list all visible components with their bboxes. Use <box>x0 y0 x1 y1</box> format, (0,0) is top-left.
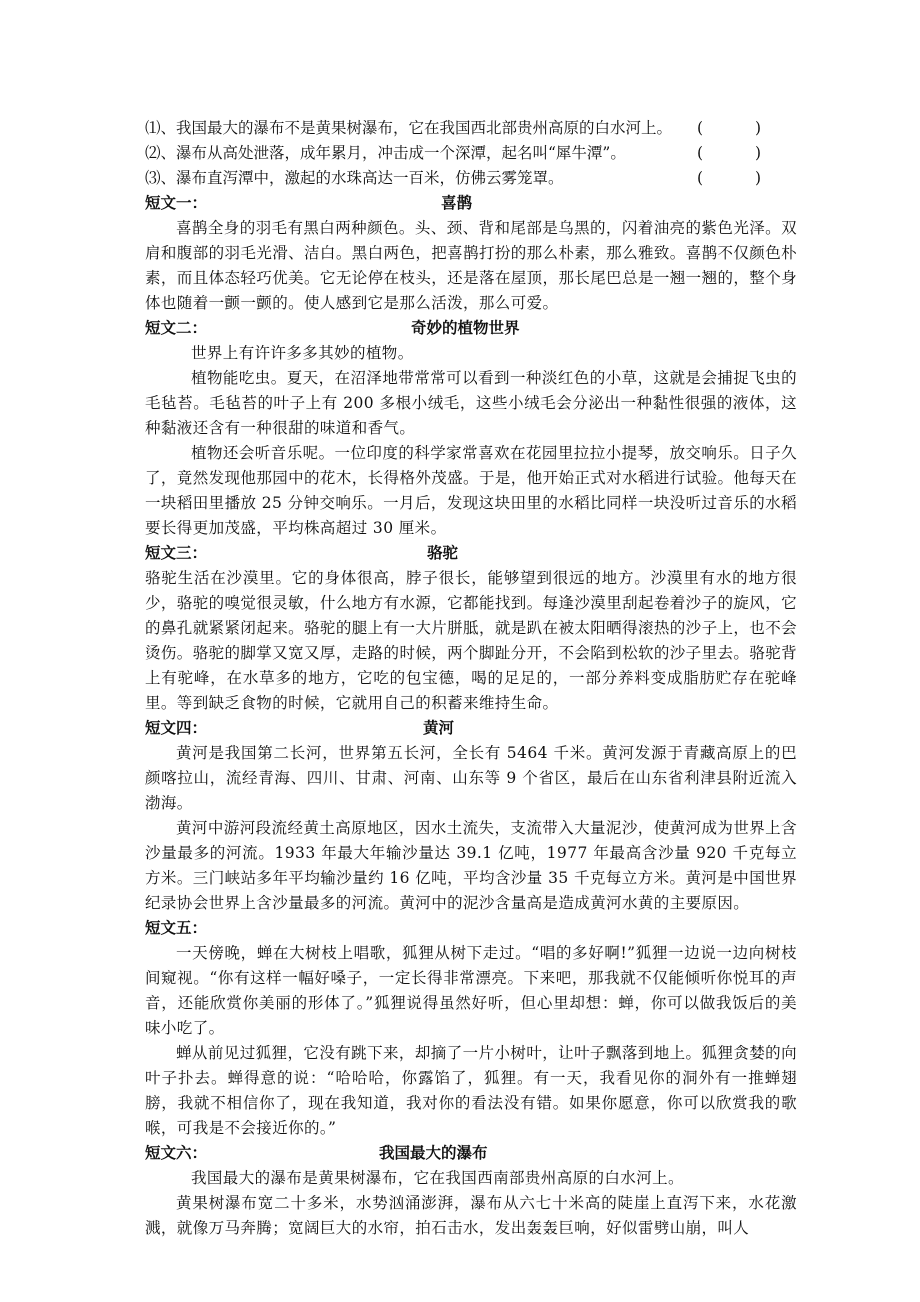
question-item <box>145 141 797 166</box>
question-text: ⑵、瀑布从高处泄落，成年累月，冲击成一个深潭，起名叫“犀牛潭”。 <box>145 144 626 162</box>
paragraph: 黄河中游河段流经黄土高原地区，因水土流失，支流带入大量泥沙，使黄河成为世界上含沙量最多的河流。1933 年最大年输沙量达 39.1 亿吨，1977 年最高含沙量 920 千克每立方米。三门峡站多年平均输沙量约 16 亿吨，平均含沙量 35 千克每立方米。黄河是中国世界纪录协会世界上含沙量最多的河流。黄河中的泥沙含量高是造成黄河水黄的主要原因。 <box>145 819 797 912</box>
paragraph: 我国最大的瀑布是黄果树瀑布，它在我国西南部贵州高原的白水河上。 <box>191 1169 684 1187</box>
passage-section <box>145 191 797 316</box>
question-text: ⑶、瀑布直泻潭中，激起的水珠高达一百米，仿佛云雾笼罩。 <box>145 169 564 187</box>
section-label: 短文四： <box>145 719 208 737</box>
paragraph: 蝉从前见过狐狸，它没有跳下来，却摘了一片小树叶，让叶子飘落到地上。狐狸贪婪的向叶子扑去。蝉得意的说：“哈哈哈，你露馅了，狐狸。有一天，我看见你的洞外有一推蝉翅膀，我就不相信你了，现在我知道，我对你的看法没有错。如果你愿意，你可以欣赏我的歌喉，可我是不会接近你的。” <box>145 1044 797 1137</box>
open-paren: ( <box>697 169 704 187</box>
paragraph: 世界上有许许多多其妙的植物。 <box>191 344 414 362</box>
section-heading <box>145 541 797 566</box>
question-item <box>145 166 797 191</box>
section-label: 短文一： <box>145 194 208 212</box>
passage-section <box>145 1141 797 1241</box>
open-paren: ( <box>697 144 704 162</box>
passage-section <box>145 716 797 916</box>
section-heading <box>145 191 797 216</box>
section-heading <box>145 916 797 941</box>
document-page <box>145 116 797 1241</box>
question-item <box>145 116 797 141</box>
section-label: 短文二： <box>145 319 208 337</box>
question-list <box>145 116 797 191</box>
section-title: 奇妙的植物世界 <box>411 319 520 337</box>
close-paren: ) <box>754 144 761 162</box>
close-paren: ) <box>754 169 761 187</box>
section-label: 短文三： <box>145 544 208 562</box>
section-title: 我国最大的瀑布 <box>379 1144 488 1162</box>
answer-blank <box>697 166 761 191</box>
section-heading <box>145 316 797 341</box>
section-title: 喜鹊 <box>441 194 473 212</box>
answer-blank <box>697 116 761 141</box>
section-title: 黄河 <box>423 719 455 737</box>
paragraph: 黄果树瀑布宽二十多米，水势汹涌澎湃，瀑布从六七十米高的陡崖上直泻下来，水花激溅，就像万马奔腾；宽阔巨大的水帘，拍石击水，发出轰轰巨响，好似雷劈山崩，叫人 <box>145 1194 797 1237</box>
passage-section <box>145 916 797 1141</box>
open-paren: ( <box>697 119 704 137</box>
paragraph: 植物能吃虫。夏天，在沼泽地带常常可以看到一种淡红色的小草，这就是会捕捉飞虫的毛毡苔。毛毡苔的叶子上有 200 多根小绒毛，这些小绒毛会分泌出一种黏性很强的液体，这种黏液还含有一种很甜的味道和香气。 <box>145 369 797 437</box>
answer-blank <box>697 141 761 166</box>
passage-section <box>145 541 797 716</box>
question-text: ⑴、我国最大的瀑布不是黄果树瀑布，它在我国西北部贵州高原的白水河上。 <box>145 119 673 137</box>
section-label: 短文五： <box>145 919 208 937</box>
passage-section <box>145 316 797 541</box>
paragraph: 黄河是我国第二长河，世界第五长河，全长有 5464 千米。黄河发源于青藏高原上的巴颜喀拉山，流经青海、四川、甘肃、河南、山东等 9 个省区，最后在山东省利津县附近流入渤海。 <box>145 744 797 812</box>
section-title: 骆驼 <box>427 544 459 562</box>
paragraph: 骆驼生活在沙漠里。它的身体很高，脖子很长，能够望到很远的地方。沙漠里有水的地方很少，骆驼的嗅觉很灵敏，什么地方有水源，它都能找到。每逢沙漠里刮起卷着沙子的旋风，它的鼻孔就紧紧闭起来。骆驼的腿上有一大片胼胝，就是趴在被太阳晒得滚热的沙子上，也不会烫伤。骆驼的脚掌又宽又厚，走路的时候，两个脚趾分开，不会陷到松软的沙子里去。骆驼背上有驼峰，在水草多的地方，它吃的包宝德，喝的足足的，一部分养料变成脂肪贮存在驼峰里。等到缺乏食物的时候，它就用自己的积蓄来维持生命。 <box>145 569 797 712</box>
paragraph: 植物还会听音乐呢。一位印度的科学家常喜欢在花园里拉拉小提琴，放交响乐。日子久了，竟然发现他那园中的花木，长得格外茂盛。于是，他开始正式对水稻进行试验。他每天在一块稻田里播放 25 分钟交响乐。一月后，发现这块田里的水稻比同样一块没听过音乐的水稻要长得更加茂盛，平均株高超过 30 厘米。 <box>145 444 797 537</box>
section-heading <box>145 716 797 741</box>
paragraph: 一天傍晚，蝉在大树枝上唱歌，狐狸从树下走过。“唱的多好啊!”狐狸一边说一边向树枝间窥视。“你有这样一幅好嗓子，一定长得非常漂亮。下来吧，那我就不仅能倾听你悦耳的声音，还能欣赏你美丽的形体了。”狐狸说得虽然好听，但心里却想：蝉，你可以做我饭后的美味小吃了。 <box>145 944 797 1037</box>
close-paren: ) <box>754 119 761 137</box>
section-label: 短文六： <box>145 1144 208 1162</box>
section-heading <box>145 1141 797 1166</box>
paragraph: 喜鹊全身的羽毛有黑白两种颜色。头、颈、背和尾部是乌黑的，闪着油亮的紫色光泽。双肩和腹部的羽毛光滑、洁白。黑白两色，把喜鹊打扮的那么朴素，那么雅致。喜鹊不仅颜色朴素，而且体态轻巧优美。它无论停在枝头，还是落在屋顶，那长尾巴总是一翘一翘的，整个身体也随着一颤一颤的。使人感到它是那么活泼，那么可爱。 <box>145 219 797 312</box>
